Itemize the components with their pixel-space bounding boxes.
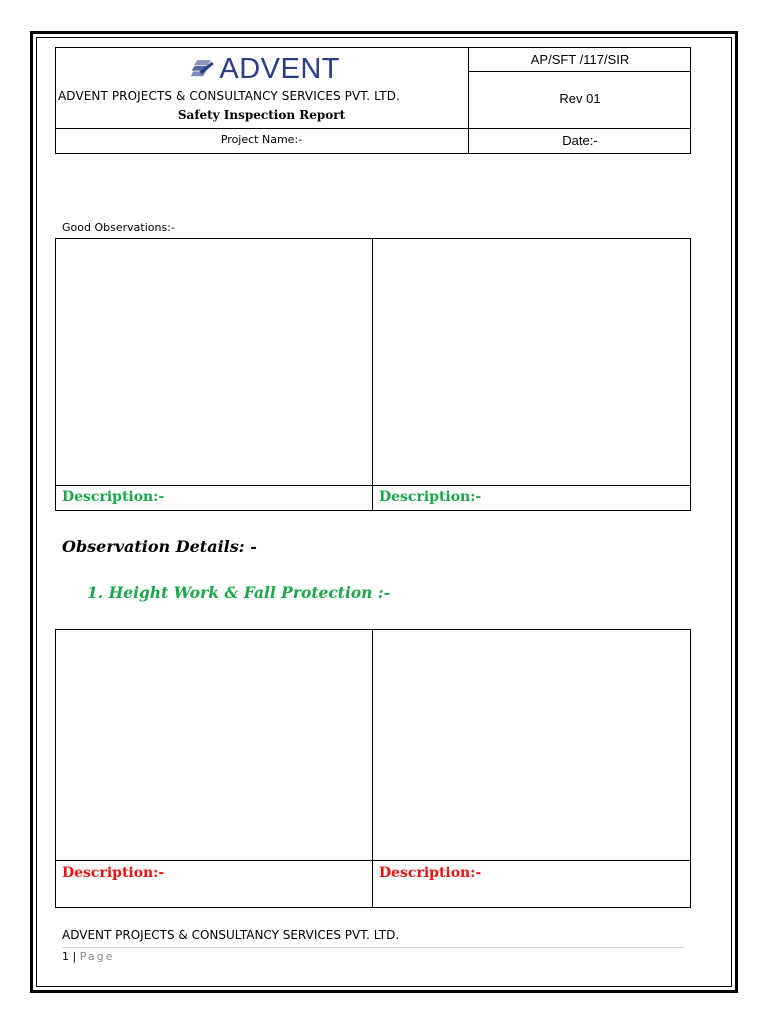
footer-rule	[62, 947, 684, 948]
height-work-photo-1[interactable]	[56, 630, 372, 860]
date-field[interactable]: Date:-	[562, 133, 598, 148]
page-number	[62, 950, 114, 963]
company-name: ADVENT PROJECTS & CONSULTANCY SERVICES PVT. LTD.	[58, 89, 400, 103]
logo-text: ADVENT	[219, 53, 340, 85]
revision-number: Rev 01	[559, 91, 601, 106]
height-work-desc-row	[55, 860, 691, 861]
page-number-value: 1	[62, 950, 69, 963]
report-title: Safety Inspection Report	[177, 108, 346, 122]
advent-logo-icon	[190, 56, 214, 82]
observation-details-title: Observation Details: -	[62, 537, 257, 556]
footer-company: ADVENT PROJECTS & CONSULTANCY SERVICES PVT. LTD.	[62, 928, 400, 942]
good-description-1[interactable]: Description:-	[62, 489, 165, 505]
height-work-photo-2[interactable]	[373, 630, 690, 860]
good-observations-desc-row	[55, 485, 691, 486]
good-description-2[interactable]: Description:-	[379, 489, 482, 505]
height-work-description-2[interactable]: Description:-	[379, 865, 482, 881]
page-separator: |	[69, 950, 80, 963]
good-observation-photo-2[interactable]	[373, 239, 690, 485]
header-divider-code	[468, 71, 691, 72]
good-observation-photo-1[interactable]	[56, 239, 372, 485]
header-divider-horizontal	[55, 128, 691, 129]
section-heading-height-work: 1. Height Work & Fall Protection :-	[87, 583, 391, 602]
advent-logo	[190, 52, 340, 86]
height-work-description-1[interactable]: Description:-	[62, 865, 165, 881]
document-code: AP/SFT /117/SIR	[530, 52, 630, 67]
page-word: Page	[79, 950, 115, 963]
good-observations-label: Good Observations:-	[62, 221, 175, 234]
project-name-field[interactable]: Project Name:-	[220, 133, 303, 146]
